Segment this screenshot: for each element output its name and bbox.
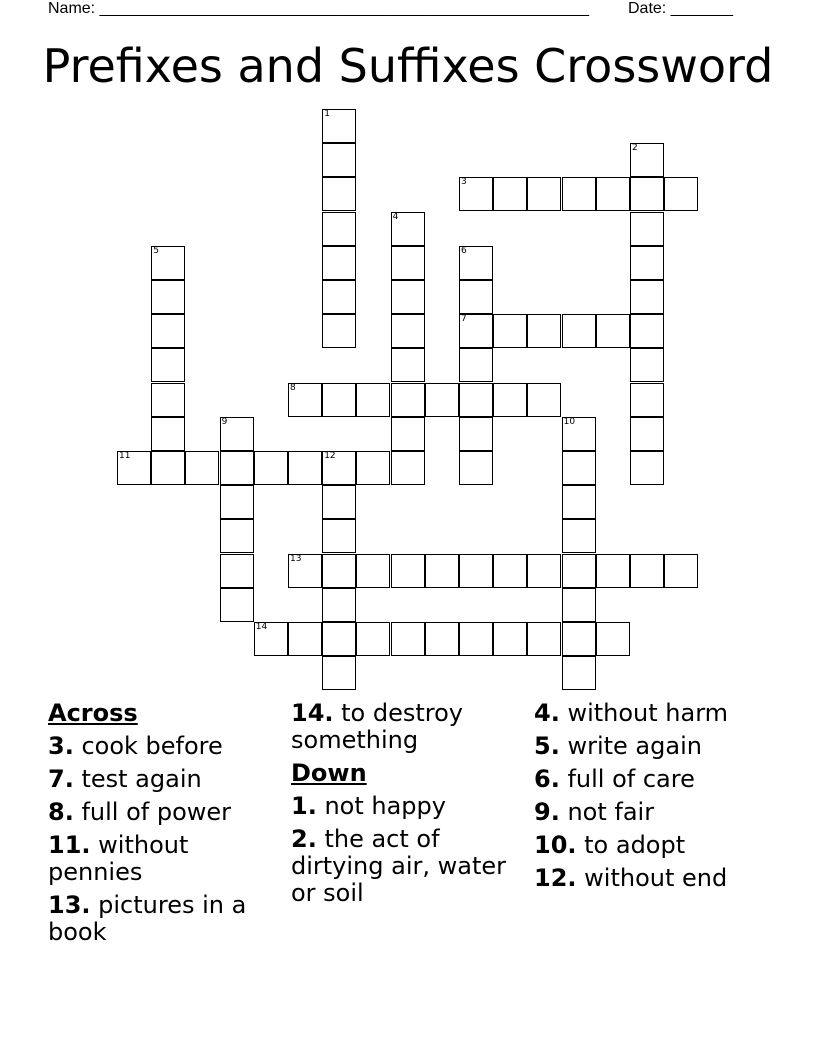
clue-text: pictures in a book bbox=[48, 891, 247, 946]
grid-cell[interactable] bbox=[630, 417, 664, 451]
grid-cell[interactable] bbox=[459, 451, 493, 485]
grid-cell[interactable] bbox=[151, 246, 185, 280]
grid-cell[interactable] bbox=[220, 451, 254, 485]
grid-cell[interactable] bbox=[459, 177, 493, 211]
grid-cell[interactable] bbox=[151, 314, 185, 348]
grid-cell[interactable] bbox=[527, 314, 561, 348]
grid-cell[interactable] bbox=[630, 246, 664, 280]
grid-cell[interactable] bbox=[391, 417, 425, 451]
grid-cell[interactable] bbox=[493, 177, 527, 211]
clue-number: 3 bbox=[461, 177, 467, 188]
grid-cell[interactable] bbox=[459, 554, 493, 588]
grid-cell[interactable] bbox=[562, 622, 596, 656]
grid-cell[interactable] bbox=[596, 177, 630, 211]
clue-number: 11 bbox=[119, 451, 131, 461]
grid-cell[interactable] bbox=[562, 656, 596, 690]
clue-number: 4 bbox=[392, 211, 399, 222]
grid-cell[interactable] bbox=[288, 383, 322, 417]
grid-cell[interactable] bbox=[391, 383, 425, 417]
grid-cell[interactable] bbox=[664, 177, 698, 211]
grid-cell[interactable] bbox=[356, 622, 390, 656]
clue-number-label: 9. bbox=[534, 798, 560, 826]
clue-item bbox=[48, 799, 278, 826]
clue-number-label: 8. bbox=[48, 798, 74, 826]
clue-number: 7 bbox=[461, 314, 467, 325]
grid-cell[interactable] bbox=[459, 383, 493, 417]
grid-cell[interactable] bbox=[425, 554, 459, 588]
clue-text: without end bbox=[576, 864, 728, 892]
grid-cell[interactable] bbox=[322, 109, 356, 143]
grid-cell[interactable] bbox=[185, 451, 219, 485]
clue-column-1 bbox=[48, 700, 278, 952]
grid-cell[interactable] bbox=[220, 485, 254, 519]
clue-text: not fair bbox=[559, 798, 655, 826]
clue-number: 8 bbox=[290, 382, 296, 393]
down-heading: Down bbox=[291, 759, 367, 787]
grid-cell[interactable] bbox=[459, 246, 493, 280]
clue-item bbox=[48, 832, 278, 886]
page-title: Prefixes and Suffixes Crossword bbox=[42, 39, 774, 93]
grid-cell[interactable] bbox=[562, 485, 596, 519]
grid-cell[interactable] bbox=[596, 554, 630, 588]
grid-cell[interactable] bbox=[151, 383, 185, 417]
clue-text: write again bbox=[559, 732, 702, 760]
clue-number: 1 bbox=[324, 109, 330, 119]
clue-number-label: 11. bbox=[48, 831, 91, 859]
grid-cell[interactable] bbox=[664, 554, 698, 588]
grid-cell[interactable] bbox=[391, 451, 425, 485]
grid-cell[interactable] bbox=[630, 314, 664, 348]
clue-number: 6 bbox=[461, 245, 467, 256]
clue-number-label: 6. bbox=[534, 765, 560, 793]
grid-cell[interactable] bbox=[630, 554, 664, 588]
grid-cell[interactable] bbox=[425, 383, 459, 417]
grid-cell[interactable] bbox=[151, 417, 185, 451]
clue-number-label: 7. bbox=[48, 765, 74, 793]
clue-number-label: 4. bbox=[534, 699, 560, 727]
clue-item bbox=[48, 733, 278, 760]
grid-cell[interactable] bbox=[220, 588, 254, 622]
clue-text: without pennies bbox=[48, 831, 189, 886]
clue-text: cook before bbox=[73, 732, 223, 760]
grid-cell[interactable] bbox=[493, 383, 527, 417]
grid-cell[interactable] bbox=[562, 554, 596, 588]
grid-cell[interactable] bbox=[322, 383, 356, 417]
clue-text: the act of dirtying air, water or soil bbox=[291, 825, 507, 907]
clue-number: 10 bbox=[563, 416, 576, 427]
grid-cell[interactable] bbox=[391, 280, 425, 314]
grid-cell[interactable] bbox=[322, 177, 356, 211]
clue-number-label: 10. bbox=[534, 831, 577, 859]
clue-number-label: 12. bbox=[534, 864, 577, 892]
clue-column-3 bbox=[534, 700, 774, 898]
grid-cell[interactable] bbox=[630, 451, 664, 485]
clue-number: 13 bbox=[290, 553, 302, 564]
grid-cell[interactable] bbox=[322, 656, 356, 690]
grid-cell[interactable] bbox=[220, 417, 254, 451]
clue-number: 5 bbox=[153, 245, 159, 256]
grid-cell[interactable] bbox=[596, 622, 630, 656]
grid-cell[interactable] bbox=[493, 554, 527, 588]
grid-cell[interactable] bbox=[151, 348, 185, 382]
across-heading: Across bbox=[48, 699, 138, 727]
clue-item bbox=[291, 700, 526, 754]
clue-number: 2 bbox=[632, 143, 638, 154]
clue-text: to destroy something bbox=[291, 699, 464, 754]
grid-cell[interactable] bbox=[391, 246, 425, 280]
clue-text: without harm bbox=[559, 699, 729, 727]
grid-cell[interactable] bbox=[254, 451, 288, 485]
grid-cell[interactable] bbox=[322, 588, 356, 622]
name-field[interactable]: Name: _______________________________________________________ bbox=[48, 0, 589, 17]
grid-cell[interactable] bbox=[459, 280, 493, 314]
grid-cell[interactable] bbox=[356, 383, 390, 417]
clue-text: not happy bbox=[316, 792, 446, 820]
clue-item bbox=[291, 793, 526, 820]
grid-cell[interactable] bbox=[391, 314, 425, 348]
grid-cell[interactable] bbox=[562, 519, 596, 553]
grid-cell[interactable] bbox=[527, 554, 561, 588]
grid-cell[interactable] bbox=[151, 280, 185, 314]
grid-cell[interactable] bbox=[391, 554, 425, 588]
grid-cell[interactable] bbox=[630, 383, 664, 417]
date-field[interactable]: Date: _______ bbox=[628, 0, 733, 17]
clue-column-2 bbox=[291, 700, 526, 913]
clue-item bbox=[48, 892, 278, 946]
grid-cell[interactable] bbox=[391, 348, 425, 382]
clue-number-label: 1. bbox=[291, 792, 317, 820]
clue-item bbox=[534, 865, 774, 892]
grid-cell[interactable] bbox=[630, 280, 664, 314]
clue-item bbox=[534, 832, 774, 859]
grid-cell[interactable] bbox=[254, 622, 288, 656]
clue-text: to adopt bbox=[576, 831, 686, 859]
grid-cell[interactable] bbox=[630, 177, 664, 211]
grid-cell[interactable] bbox=[562, 451, 596, 485]
clue-text: full of power bbox=[73, 798, 232, 826]
grid-cell[interactable] bbox=[527, 622, 561, 656]
grid-cell[interactable] bbox=[425, 622, 459, 656]
grid-cell[interactable] bbox=[630, 143, 664, 177]
clue-text: full of care bbox=[559, 765, 695, 793]
grid-cell[interactable] bbox=[596, 314, 630, 348]
grid-cell[interactable] bbox=[322, 485, 356, 519]
clue-number: 12 bbox=[324, 451, 336, 461]
clue-number-label: 3. bbox=[48, 732, 74, 760]
grid-cell[interactable] bbox=[630, 212, 664, 246]
grid-cell[interactable] bbox=[630, 348, 664, 382]
clue-item bbox=[534, 700, 774, 727]
grid-cell[interactable] bbox=[322, 143, 356, 177]
grid-cell[interactable] bbox=[356, 451, 390, 485]
grid-cell[interactable] bbox=[356, 554, 390, 588]
grid-cell[interactable] bbox=[459, 417, 493, 451]
clue-number-label: 13. bbox=[48, 891, 91, 919]
clue-item bbox=[534, 799, 774, 826]
grid-cell[interactable] bbox=[288, 554, 322, 588]
clue-text: test again bbox=[73, 765, 202, 793]
grid-cell[interactable] bbox=[322, 280, 356, 314]
grid-cell[interactable] bbox=[117, 451, 151, 485]
grid-cell[interactable] bbox=[151, 451, 185, 485]
clue-number-label: 14. bbox=[291, 699, 334, 727]
grid-cell[interactable] bbox=[288, 622, 322, 656]
clue-item bbox=[291, 826, 526, 907]
grid-cell[interactable] bbox=[322, 246, 356, 280]
grid-cell[interactable] bbox=[322, 554, 356, 588]
grid-cell[interactable] bbox=[322, 519, 356, 553]
grid-cell[interactable] bbox=[562, 177, 596, 211]
grid-cell[interactable] bbox=[493, 314, 527, 348]
grid-cell[interactable] bbox=[562, 417, 596, 451]
grid-cell[interactable] bbox=[493, 622, 527, 656]
clue-item bbox=[534, 766, 774, 793]
grid-cell[interactable] bbox=[220, 554, 254, 588]
grid-cell[interactable] bbox=[459, 314, 493, 348]
grid-cell[interactable] bbox=[322, 212, 356, 246]
grid-cell[interactable] bbox=[391, 622, 425, 656]
grid-cell[interactable] bbox=[527, 177, 561, 211]
grid-cell[interactable] bbox=[391, 212, 425, 246]
grid-cell[interactable] bbox=[322, 622, 356, 656]
grid-cell[interactable] bbox=[288, 451, 322, 485]
grid-cell[interactable] bbox=[322, 314, 356, 348]
grid-cell[interactable] bbox=[562, 588, 596, 622]
grid-cell[interactable] bbox=[459, 622, 493, 656]
clue-number-label: 2. bbox=[291, 825, 317, 853]
clue-number: 9 bbox=[221, 416, 228, 427]
grid-cell[interactable] bbox=[220, 519, 254, 553]
grid-cell[interactable] bbox=[459, 348, 493, 382]
grid-cell[interactable] bbox=[527, 383, 561, 417]
clue-item bbox=[534, 733, 774, 760]
clue-number-label: 5. bbox=[534, 732, 560, 760]
grid-cell[interactable] bbox=[562, 314, 596, 348]
grid-cell[interactable] bbox=[322, 451, 356, 485]
clue-number: 14 bbox=[255, 622, 268, 632]
clue-item bbox=[48, 766, 278, 793]
